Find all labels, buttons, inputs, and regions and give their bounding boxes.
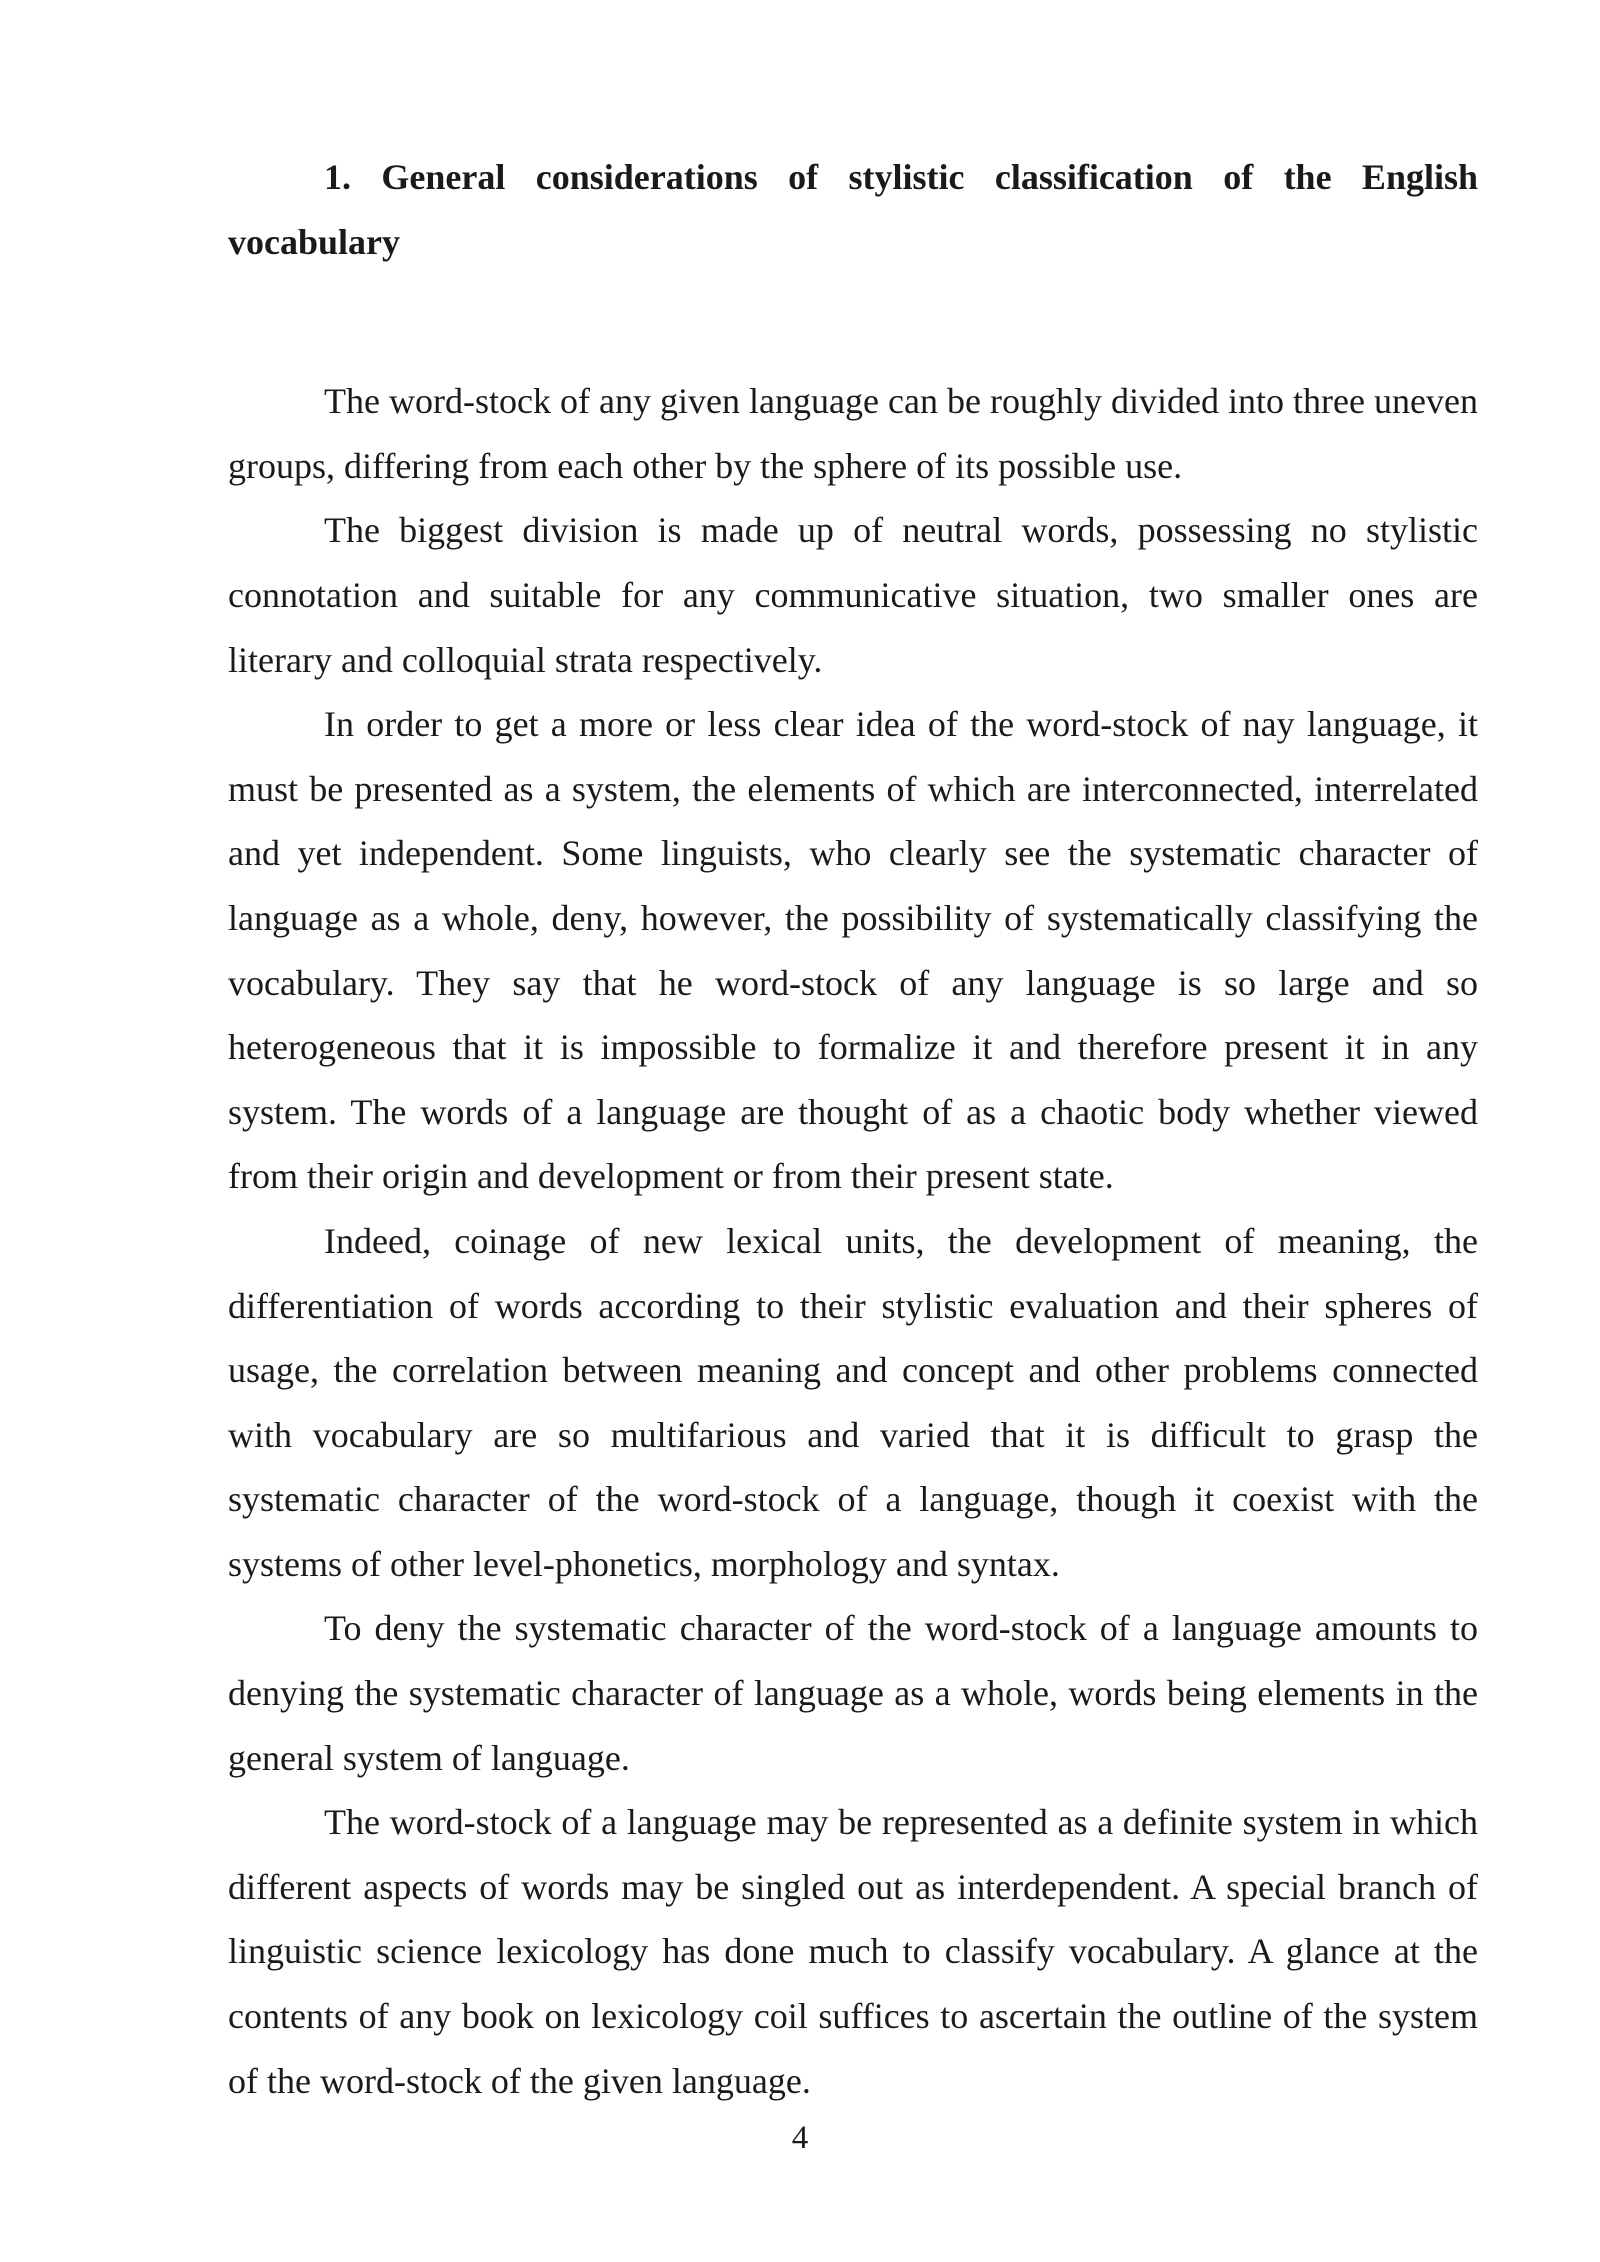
page-number: 4 bbox=[791, 2120, 809, 2156]
paragraph-6: The word-stock of a language may be represented as a definite system in which different aspects of words may be singled out as interdependent. A special branch of linguistic science lexicology has done much to classify vocabulary. A glance at the contents of any book on lexicology coil suffices to ascertain the outline of the system of the word-stock of the given language. bbox=[228, 1802, 1478, 2101]
paragraph-3: In order to get a more or less clear idea of the word-stock of nay language, it must be presented as a system, the elements of which are interconnected, interrelated and yet independent. Some linguists, who clearly see the systematic character of language as a whole, deny, however, the possibility of systematically classifying the vocabulary. They say that he word-stock of any language is so large and so heterogeneous that it is impossible to formalize it and therefore present it in any system. The words of a language are thought of as a chaotic body whether viewed from their origin and development or from their present state. bbox=[228, 704, 1478, 1197]
section-heading: 1. General considerations of stylistic classification of the English vocabulary bbox=[228, 157, 1478, 262]
paragraph-1: The word-stock of any given language can be roughly divided into three uneven groups, differing from each other by the sphere of its possible use. bbox=[228, 381, 1478, 486]
paragraph-2: The biggest division is made up of neutral words, possessing no stylistic connotation and suitable for any communicative situation, two smaller ones are literary and colloquial strata respectively. bbox=[228, 510, 1478, 680]
paragraph-5: To deny the systematic character of the word-stock of a language amounts to denying the systematic character of language as a whole, words being elements in the general system of language. bbox=[228, 1608, 1478, 1778]
page-content bbox=[228, 145, 1478, 2113]
paragraph-4: Indeed, coinage of new lexical units, the development of meaning, the differentiation of words according to their stylistic evaluation and their spheres of usage, the correlation between meaning and concept and other problems connected with vocabulary are so multifarious and varied that it is difficult to grasp the systematic character of the word-stock of a language, though it coexist with the systems of other level-phonetics, morphology and syntax. bbox=[228, 1220, 1478, 1584]
